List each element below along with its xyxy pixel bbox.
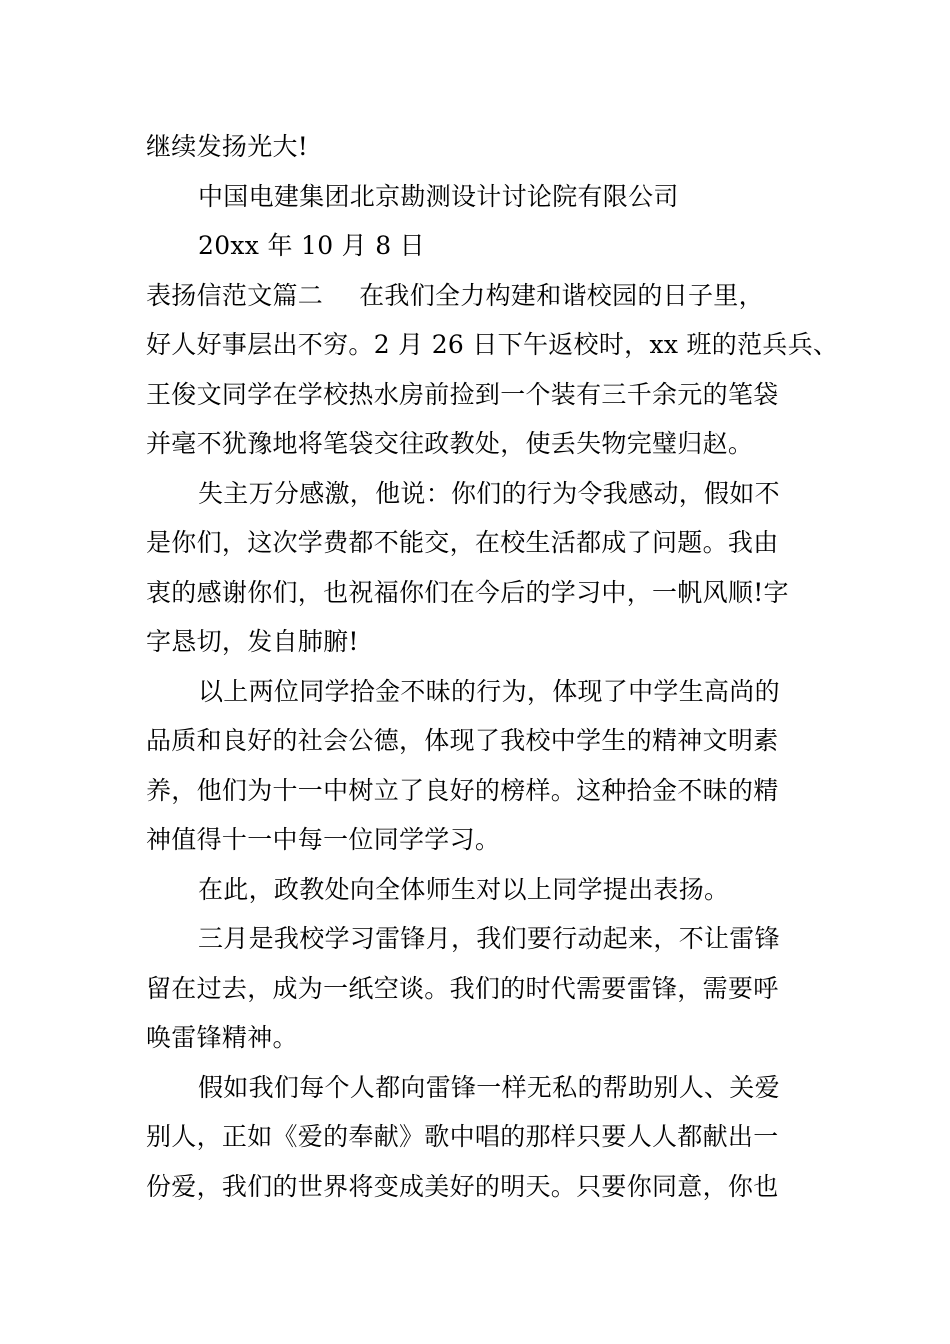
- paragraph-line: 王俊文同学在学校热水房前捡到一个装有三千余元的笔袋: [146, 379, 779, 409]
- paragraph-line: 在此，政教处向全体师生对以上同学提出表扬。: [198, 874, 730, 904]
- paragraph-line: 以上两位同学拾金不昧的行为，体现了中学生高尚的: [198, 676, 780, 706]
- paragraph-line: 是你们，这次学费都不能交，在校生活都成了问题。我由: [146, 528, 779, 557]
- paragraph-line: 假如我们每个人都向雷锋一样无私的帮助别人、关爱: [198, 1072, 780, 1102]
- paragraph-line: 别人，正如《爱的奉献》歌中唱的那样只要人人都献出一: [146, 1122, 779, 1151]
- paragraph-line: 并毫不犹豫地将笔袋交往政教处，使丢失物完璧归赵。: [146, 429, 754, 458]
- paragraph-line: 唤雷锋精神。: [146, 1023, 298, 1052]
- closing-line: 继续发扬光大!: [146, 132, 309, 161]
- paragraph-line: 失主万分感激，他说：你们的行为令我感动，假如不: [198, 478, 780, 508]
- paragraph-line: 留在过去，成为一纸空谈。我们的时代需要雷锋，需要呼: [146, 973, 779, 1003]
- paragraph-line: 神值得十一中每一位同学学习。: [146, 825, 501, 854]
- signature-date: 20xx 年 10 月 8 日: [198, 231, 425, 260]
- paragraph-line: 份爱，我们的世界将变成美好的明天。只要你同意，你也: [146, 1171, 779, 1201]
- paragraph-line: 好人好事层出不穷。2 月 26 日下午返校时，xx 班的范兵兵、: [146, 330, 839, 359]
- paragraph-line: 在我们全力构建和谐校园的日子里，: [359, 280, 764, 310]
- section-title: 表扬信范文篇二: [146, 280, 324, 310]
- document-body: [146, 122, 839, 1211]
- section-first-line: [146, 271, 811, 321]
- paragraph-line: 衷的感谢你们，也祝福你们在今后的学习中，一帆风顺!字: [146, 577, 789, 607]
- paragraph-line: 字恳切，发自肺腑!: [146, 627, 359, 656]
- signature-organization: 中国电建集团北京勘测设计讨论院有限公司: [198, 181, 679, 211]
- paragraph-line: 养，他们为十一中树立了良好的榜样。这种拾金不昧的精: [146, 775, 779, 805]
- paragraph-line: 品质和良好的社会公德，体现了我校中学生的精神文明素: [146, 726, 779, 755]
- paragraph-line: 三月是我校学习雷锋月，我们要行动起来，不让雷锋: [198, 924, 780, 953]
